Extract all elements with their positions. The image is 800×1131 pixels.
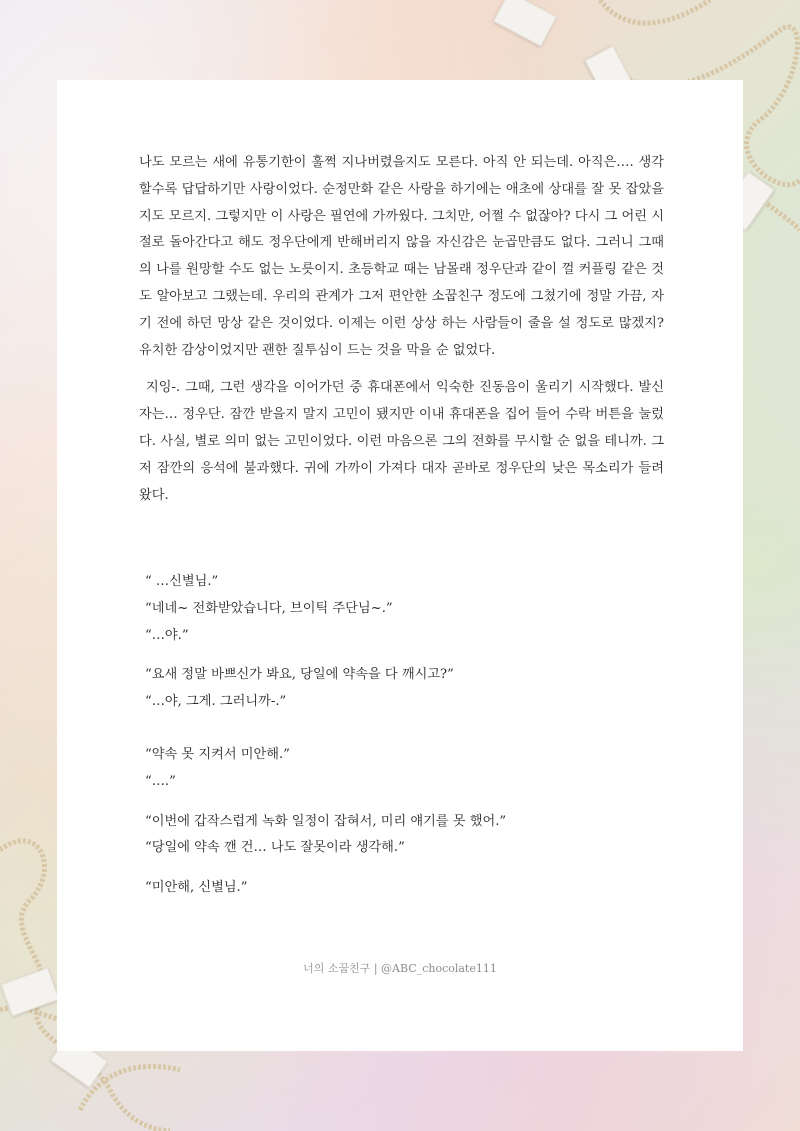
story-text bbox=[139, 150, 664, 509]
paper-sheet bbox=[57, 80, 743, 1051]
dialogue-line: “….” bbox=[145, 773, 176, 789]
floral-tag-4 bbox=[1, 967, 60, 1016]
dialogue-block bbox=[145, 662, 645, 716]
paragraph-2: 지잉-. 그때, 그런 생각을 이어가던 중 휴대폰에서 익숙한 진동음이 울리기 시작했다. 발신자는… 정우단. 잠깐 받을지 말지 고민이 됐지만 이내 휴대폰을 집어 들어 수락 버튼을 눌렀다. 사실, 별로 의미 없는 고민이었다. 이런 마음으론 그의 전화를 무시할 순 없을 테니까. 그저 잠깐의 응석에 불과했다. 귀에 가까이 가져다 대자 곧바로 정우단의 낮은 목소리가 들려왔다. bbox=[139, 380, 664, 503]
dialogue-line: “…야.” bbox=[145, 627, 189, 643]
dialogue-block bbox=[145, 742, 645, 796]
footer-credit: 너의 소꿉친구 | @ABC_chocolate111 bbox=[303, 962, 497, 975]
dialogue-line: “ …신별님.” bbox=[145, 574, 219, 589]
dialogue-section bbox=[145, 569, 645, 915]
dialogue-line: “이번에 갑작스럽게 녹화 일정이 잡혀서, 미리 얘기를 못 했어.” bbox=[145, 813, 507, 829]
dialogue-block bbox=[145, 875, 645, 902]
dialogue-line: “약속 못 지켜서 미안해.” bbox=[145, 746, 290, 762]
dialogue-block bbox=[145, 809, 645, 863]
dialogue-block bbox=[145, 569, 645, 649]
paragraph-1: 나도 모르는 새에 유통기한이 훌쩍 지나버렸을지도 모른다. 아직 안 되는데. 아직은…. 생각할수록 답답하기만 사랑이었다. 순정만화 같은 사랑을 하기에는 애초에 상대를 잘 못 잡았을지도 모르지. 그렇지만 이 사랑은 필연에 가까웠다. 그치만, 어쩔 수 없잖아? 다시 그 어린 시절로 돌아간다고 해도 정우단에게 반해버리지 않을 자신감은 눈곱만큼도 없다. 그러니 그때의 나를 원망할 수도 없는 노릇이지. 초등학교 때는 남몰래 정우단과 같이 껄 커플링 같은 것도 알아보고 그랬는데. 우리의 관계가 그저 편안한 소꿉친구 정도에 그쳤기에 정말 가끔, 자기 전에 하던 망상 같은 것이었다. 이제는 이런 상상 하는 사람들이 줄을 설 정도로 많겠지? 유치한 감상이었지만 괜한 질투심이 드는 것을 막을 순 없었다. bbox=[139, 155, 664, 358]
dialogue-line: “요새 정말 바쁘신가 봐요, 당일에 약속을 다 깨시고?” bbox=[145, 667, 454, 683]
dialogue-line: “네네~ 전화받았습니다, 브이틱 주단님~.” bbox=[145, 600, 393, 616]
dialogue-line: “미안해, 신별님.” bbox=[145, 880, 248, 896]
dialogue-line: “당일에 약속 깬 건… 나도 잘못이라 생각해.” bbox=[145, 840, 405, 856]
floral-tag-1 bbox=[493, 0, 557, 47]
dialogue-line: “…야, 그게. 그러니까-.” bbox=[145, 694, 287, 710]
